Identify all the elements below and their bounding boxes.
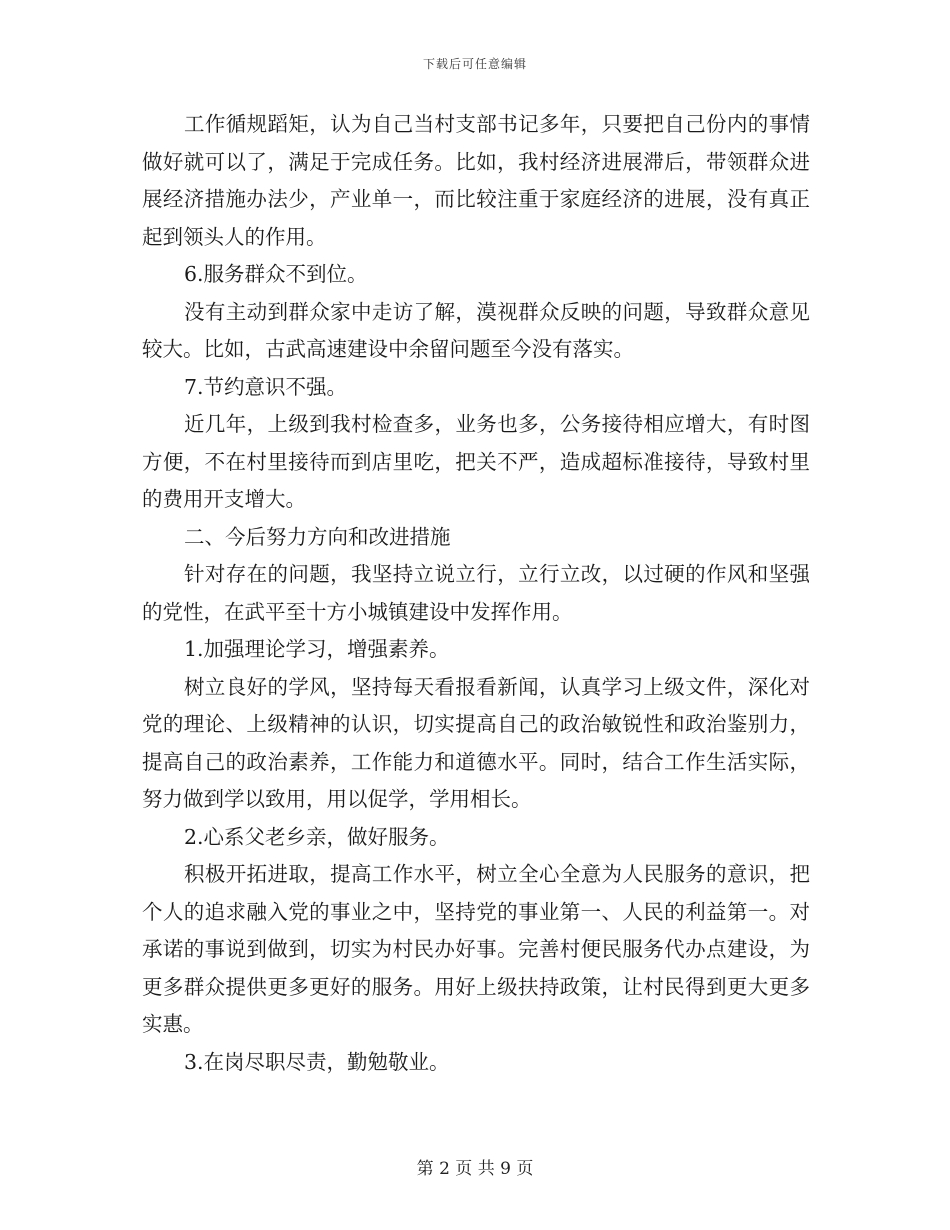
section-item-heading: 1.加强理论学习，增强素养。: [184, 637, 450, 661]
section-item-heading: 6.服务群众不到位。: [184, 262, 368, 286]
document-body: [142, 106, 810, 1081]
paragraph: 积极开拓进取，提高工作水平，树立全心全意为人民服务的意识，把个人的追求融入党的事业之中，坚持党的事业第一、人民的利益第一。对承诺的事说到做到，切实为村民办好事。完善村便民服务代办点建设，为更多群众提供更多更好的服务。用好上级扶持政策，让村民得到更大更多实惠。: [142, 862, 810, 1036]
section-item-heading: 3.在岗尽职尽责，勤勉敬业。: [184, 1049, 450, 1074]
paragraph: 没有主动到群众家中走访了解，漠视群众反映的问题，导致群众意见较大。比如，古武高速建设中余留问题至今没有落实。: [142, 299, 810, 361]
paragraph: 树立良好的学风，坚持每天看报看新闻，认真学习上级文件，深化对党的理论、上级精神的认识，切实提高自己的政治敏锐性和政治鉴别力，提高自己的政治素养，工作能力和道德水平。同时，结合工作生活实际，努力做到学以致用，用以促学，学用相长。: [142, 674, 810, 811]
paragraph: 近几年，上级到我村检查多，业务也多，公务接待相应增大，有时图方便，不在村里接待而到店里吃，把关不严，造成超标准接待，导致村里的费用开支增大。: [142, 412, 810, 511]
paragraph: 工作循规蹈矩，认为自己当村支部书记多年，只要把自己份内的事情做好就可以了，满足于完成任务。比如，我村经济进展滞后，带领群众进展经济措施办法少，产业单一，而比较注重于家庭经济的进展，没有真正起到领头人的作用。: [142, 112, 810, 249]
section-item-heading: 2.心系父老乡亲，做好服务。: [184, 824, 450, 849]
section-heading: 二、今后努力方向和改进措施: [184, 524, 451, 549]
header-note: 下载后可任意编辑: [422, 57, 527, 71]
section-item-heading: 7.节约意识不强。: [184, 374, 348, 399]
page-number: 第 2 页 共 9 页: [416, 1159, 534, 1179]
paragraph: 针对存在的问题，我坚持立说立行，立行立改，以过硬的作风和坚强的党性，在武平至十方小城镇建设中发挥作用。: [142, 562, 810, 624]
